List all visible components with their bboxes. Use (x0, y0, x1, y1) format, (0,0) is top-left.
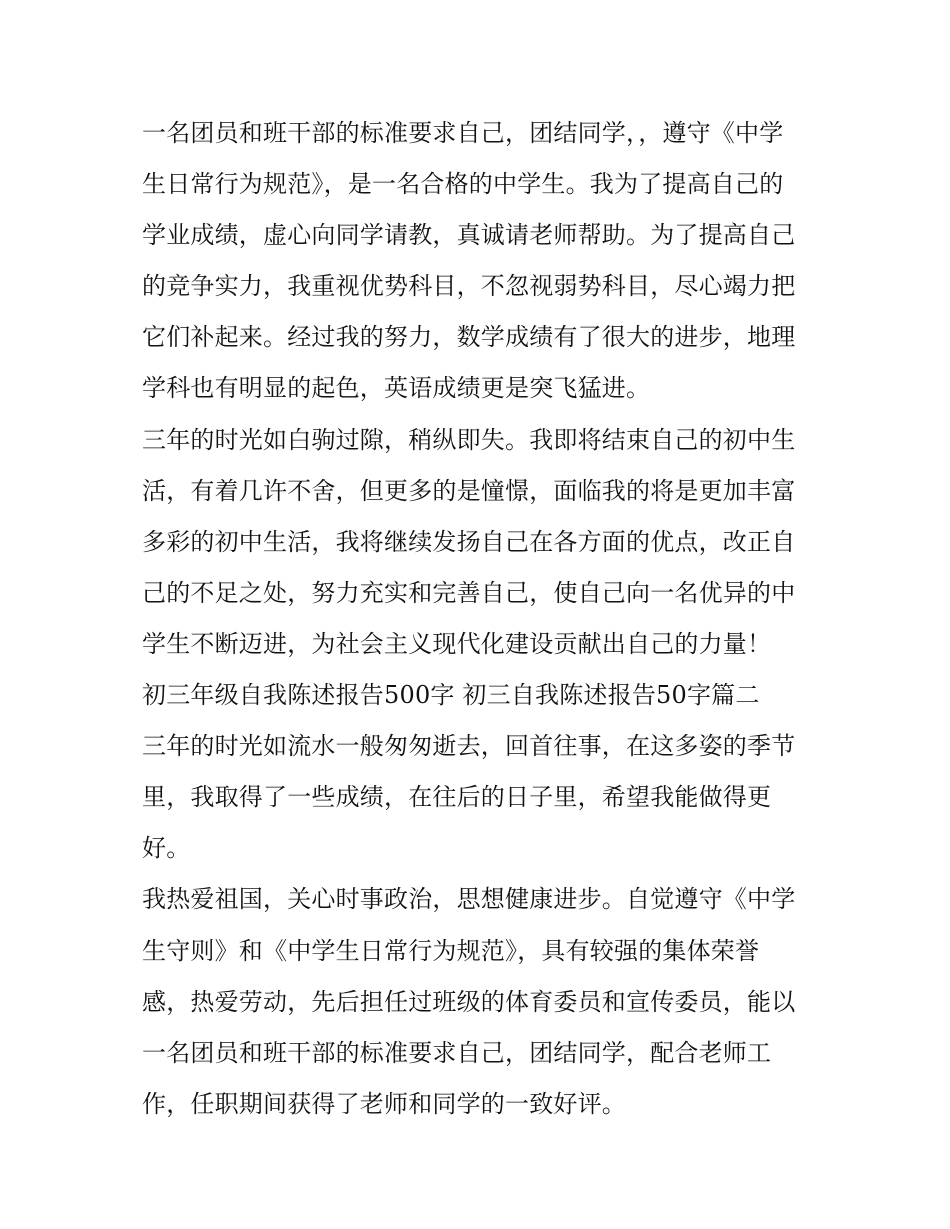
text-line: 三年的时光如流水一般匆匆逝去，回首往事，在这多姿的季节 (142, 732, 796, 761)
text-line: 己的不足之处，努力充实和完善自己，使自己向一名优异的中 (142, 578, 796, 607)
text-line: 活，有着几许不舍，但更多的是憧憬，面临我的将是更加丰富 (142, 476, 796, 505)
document-body (142, 108, 814, 1130)
text-line: 生守则》和《中学生日常行为规范》，具有较强的集体荣誉 (142, 936, 760, 965)
text-line: 生日常行为规范》，是一名合格的中学生。我为了提高自己的 (142, 170, 784, 199)
text-line: 它们补起来。经过我的努力，数学成绩有了很大的进步，地理 (142, 323, 796, 352)
text-line: 学生不断迈进，为社会主义现代化建设贡献出自己的力量！ (142, 629, 772, 658)
text-line: 一名团员和班干部的标准要求自己，团结同学，配合老师工 (142, 1038, 772, 1067)
text-line: 我热爱祖国，关心时事政治，思想健康进步。自觉遵守《中学 (142, 885, 796, 914)
text-line: 感，热爱劳动，先后担任过班级的体育委员和宣传委员，能以 (142, 987, 796, 1016)
text-line: 好。 (142, 834, 191, 863)
text-line: 一名团员和班干部的标准要求自己，团结同学，，遵守《中学 (142, 119, 784, 147)
text-line: 学科也有明显的起色，英语成绩更是突飞猛进。 (142, 374, 651, 403)
text-line: 作，任职期间获得了老师和同学的一致好评。 (142, 1089, 626, 1118)
text-line: 里，我取得了一些成绩，在往后的日子里，希望我能做得更 (142, 783, 772, 812)
text-line: 多彩的初中生活，我将继续发扬自己在各方面的优点，改正自 (142, 527, 796, 556)
text-line: 的竞争实力，我重视优势科目，不忽视弱势科目，尽心竭力把 (142, 272, 796, 301)
section-heading: 初三年级自我陈述报告500字 初三自我陈述报告50字篇二 (142, 681, 760, 710)
text-line: 学业成绩，虚心向同学请教，真诚请老师帮助。为了提高自己 (142, 221, 796, 250)
text-line: 三年的时光如白驹过隙，稍纵即失。我即将结束自己的初中生 (142, 425, 796, 454)
